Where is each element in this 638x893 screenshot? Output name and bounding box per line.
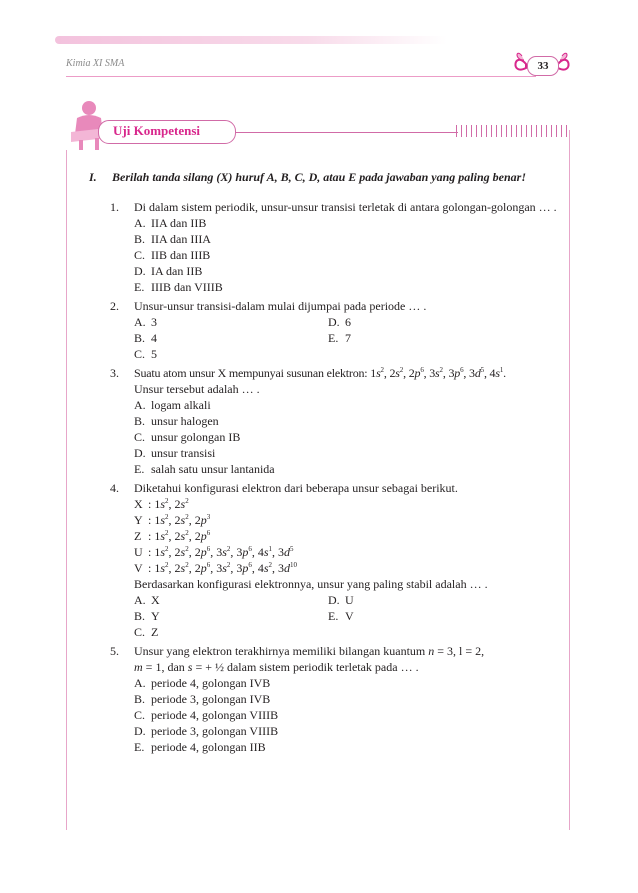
option-d: D. IA dan IIB — [134, 264, 203, 278]
option-a: A. X — [134, 593, 160, 607]
book-title: Kimia XI SMA — [66, 58, 125, 69]
question-list — [110, 199, 560, 758]
question-stem-after: Berdasarkan konfigurasi elektronnya, unsur yang paling stabil adalah … . — [134, 577, 488, 591]
orbital: $2s^2$ — [174, 561, 189, 575]
section-title: Uji Kompetensi — [113, 123, 201, 138]
orbital: $2p^6$ — [194, 545, 211, 559]
tick-decoration — [456, 125, 570, 137]
question-stem: Di dalam sistem periodik, unsur-unsur transisi terletak di antara golongan-golongan … . — [134, 200, 557, 214]
question-number: 2. — [110, 299, 119, 313]
orbital: $3d^5$ — [278, 545, 294, 559]
section-divider — [236, 132, 458, 133]
orbital: $2p^6$ — [408, 366, 424, 380]
option-a: A. 3 — [134, 315, 157, 329]
orbital: $1s^2$ — [154, 545, 169, 559]
orbital: $3p^6$ — [236, 561, 252, 575]
option-e: E. V — [328, 609, 354, 623]
option-b: B. 4 — [134, 331, 157, 345]
orbital: $3p^6$ — [236, 545, 252, 559]
question-stem: Unsur yang elektron terakhirnya memiliki bilangan kuantum n = 3, l = 2, — [134, 644, 485, 658]
question-number: 3. — [110, 366, 119, 380]
option-a: A. periode 4, golongan IVB — [134, 676, 271, 690]
instruction — [89, 170, 526, 185]
orbital: $3d^5$ — [469, 366, 484, 380]
option-b: B. Y — [134, 609, 160, 623]
orbital: $2p^6$ — [194, 561, 211, 575]
orbital: $3s^2$ — [216, 545, 231, 559]
config-y: Y : $1s^2$, $2s^2$, $2p^3$ — [134, 513, 211, 527]
orbital: $1s^2$ — [154, 529, 169, 543]
option-b: B. unsur halogen — [134, 414, 219, 428]
orbital: $4s^1$ — [489, 366, 504, 380]
option-e: E. salah satu unsur lantanida — [134, 462, 275, 476]
question-stem-line2: Unsur tersebut adalah … . — [134, 382, 260, 396]
right-margin-line — [569, 130, 570, 830]
option-e: E. periode 4, golongan IIB — [134, 740, 266, 754]
question-5 — [110, 643, 560, 755]
question-3 — [110, 365, 560, 477]
left-margin-line — [66, 150, 67, 830]
option-c: C. 5 — [134, 347, 157, 361]
option-c: C. periode 4, golongan VIIIB — [134, 708, 279, 722]
option-c: C. unsur golongan IB — [134, 430, 241, 444]
config-v: V : $1s^2$, $2s^2$, $2p^6$, $3s^2$, $3p^6$, $4s^2$, $3d^{10}$ — [134, 561, 298, 575]
orbital: $2p^6$ — [194, 529, 211, 543]
option-d: D. 6 — [328, 315, 351, 329]
question-number: 4. — [110, 481, 119, 495]
question-number: 1. — [110, 200, 119, 214]
option-e: E. 7 — [328, 331, 351, 345]
orbital: $1s^2$ — [154, 497, 169, 511]
header-divider — [66, 76, 536, 77]
instruction-text: Berilah tanda silang (X) huruf A, B, C, D, atau E pada jawaban yang paling benar! — [112, 170, 526, 184]
question-1 — [110, 199, 560, 295]
option-d: D. periode 3, golongan VIIIB — [134, 724, 279, 738]
orbital: $3s^2$ — [429, 366, 443, 380]
orbital: $4s^2$ — [257, 561, 273, 575]
header-decoration — [55, 36, 615, 44]
option-a: A. IIA dan IIB — [134, 216, 207, 230]
config-z: Z : $1s^2$, $2s^2$, $2p^6$ — [134, 529, 211, 543]
orbital: $3s^2$ — [216, 561, 231, 575]
orbital: $1s^2$ — [370, 366, 384, 380]
orbital: $1s^2$ — [154, 561, 169, 575]
question-2 — [110, 298, 560, 362]
question-number: 5. — [110, 644, 119, 658]
option-b: B. IIA dan IIIA — [134, 232, 211, 246]
option-b: B. periode 3, golongan IVB — [134, 692, 271, 706]
config-x: X : $1s^2$, $2s^2$ — [134, 497, 189, 511]
orbital: $2s^2$ — [174, 513, 189, 527]
orbital: $4s^1$ — [257, 545, 273, 559]
config-u: U : $1s^2$, $2s^2$, $2p^6$, $3s^2$, $3p^6$, $4s^1$, $3d^5$ — [134, 545, 294, 559]
orbital: $2s^2$ — [174, 545, 189, 559]
question-4 — [110, 480, 560, 640]
question-stem: Unsur-unsur transisi-dalam mulai dijumpai pada periode … . — [134, 299, 427, 313]
option-a: A. logam alkali — [134, 398, 211, 412]
orbital: $1s^2$ — [154, 513, 169, 527]
page-number: 33 — [527, 56, 559, 76]
question-stem: Suatu atom unsur X mempunyai susunan elektron: $1s^2$, $2s^2$, $2p^6$, $3s^2$, $3p^6$, $3d^5$, $4s^1$. — [134, 366, 506, 380]
orbital: $3p^6$ — [448, 366, 464, 380]
orbital: $2s^2$ — [389, 366, 404, 380]
orbital: $3d^{10}$ — [278, 561, 298, 575]
option-c: C. IIB dan IIIB — [134, 248, 211, 262]
option-c: C. Z — [134, 625, 159, 639]
orbital: $2p^3$ — [194, 513, 211, 527]
question-stem: Diketahui konfigurasi elektron dari beberapa unsur sebagai berikut. — [134, 481, 458, 495]
orbital: $2s^2$ — [174, 529, 189, 543]
option-d: D. unsur transisi — [134, 446, 216, 460]
orbital: $2s^2$ — [174, 497, 189, 511]
question-stem-line2: m = 1, dan s = + ½ dalam sistem periodik terletak pada … . — [134, 660, 419, 674]
instruction-number: I. — [89, 170, 97, 184]
option-e: E. IIIB dan VIIIB — [134, 280, 223, 294]
electron-configuration: $1s^2$, $2s^2$, $2p^6$, $3s^2$, $3p^6$, $3d^5$, $4s^1$ — [370, 366, 504, 380]
option-d: D. U — [328, 593, 354, 607]
